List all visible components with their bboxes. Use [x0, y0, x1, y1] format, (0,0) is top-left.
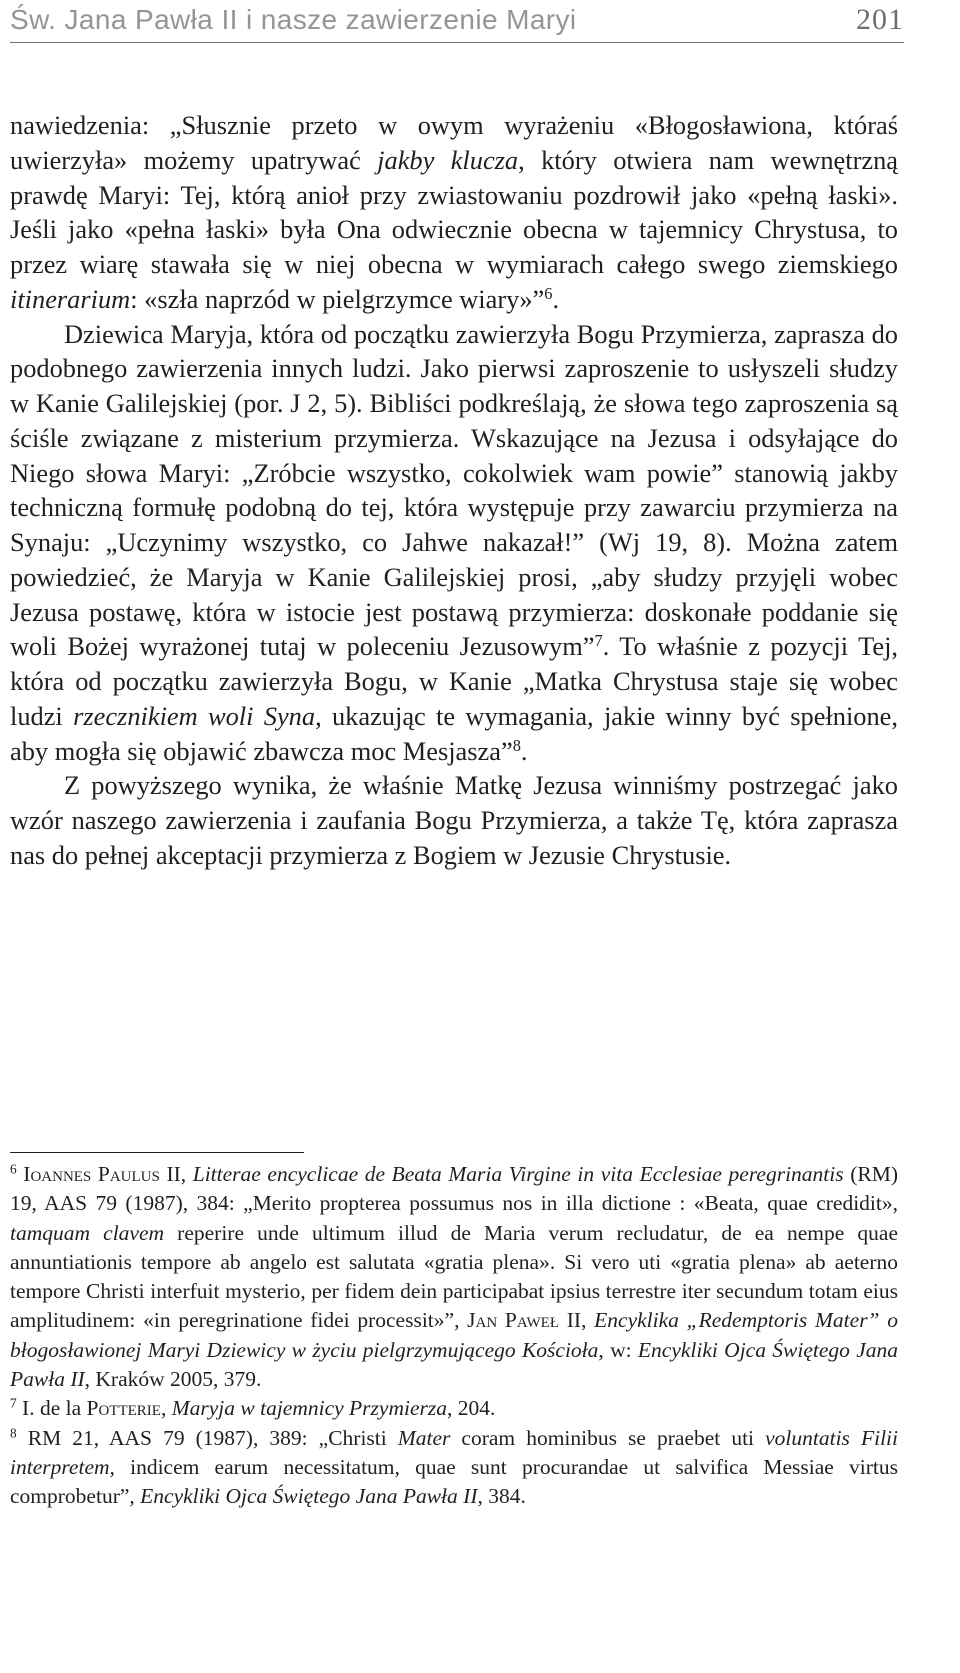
footnote-number: 6	[10, 1161, 17, 1177]
italic-run: itinerarium	[10, 283, 131, 314]
italic-run: Maryja w tajemnicy Przymierza	[171, 1396, 447, 1421]
footnote-6	[10, 1160, 898, 1394]
italic-run: Litterae encyclicae de Beata Maria Virgine in vita Ecclesiae peregrinantis	[192, 1162, 844, 1186]
italic-run: tamquam clavem	[10, 1220, 165, 1245]
text-run: II,	[559, 1308, 595, 1333]
author-name: Jan Paweł	[467, 1308, 560, 1333]
main-text	[10, 108, 898, 873]
footnote-ref-6: 6	[544, 283, 553, 303]
author-name: Potterie	[86, 1396, 161, 1421]
text-run: , ukazując te wymagania, jakie winny być spełnione, aby mogła się objawić zbawcza moc Mesjasza”	[10, 700, 898, 766]
footnote-number: 7	[10, 1396, 17, 1412]
text-run: coram hominibus se praebet uti	[450, 1425, 766, 1450]
italic-run: Mater	[397, 1425, 451, 1450]
running-title: Św. Jana Pawła II i nasze zawierzenie Maryi	[10, 4, 577, 35]
footnote-separator	[10, 1152, 304, 1153]
footnote-number: 8	[10, 1425, 17, 1441]
italic-run: jakby klucza	[377, 144, 519, 175]
italic-run: Encykliki Ojca Świętego Jana Pawła II	[140, 1484, 478, 1509]
text-run: .	[520, 735, 528, 766]
paragraph-2	[10, 317, 898, 769]
text-run: Dziewica Maryja, która od początku zawierzyła Bogu Przymierza, zaprasza do podobnego zawierzenia innych ludzi. Jako pierwsi zaproszenie to usłyszeli słudzy w Kanie Galilejskiej (por. J 2, 5). Bibliści podkreślają, że słowa tego zaproszenia są ściśle związane z misterium przymierza. Wskazujące na Jezusa i odsyłające do Niego słowa Maryi: „Zróbcie wszystko, cokolwiek wam powie” stanowią jakby techniczną formułę podobną do tej, która występuje przy zawarciu przymierza na Synaju: „Uczynimy wszystko, co Jahwe nakazał!” (Wj 19, 8). Można zatem powiedzieć, że Maryja w Kanie Galilejskiej prosi, „aby słudzy przyjęli wobec Jezusa postawę, która w istocie jest postawą przymierza: doskonałe poddanie się woli Bożej wyrażonej tutaj w poleceniu Jezusowym”	[10, 318, 898, 662]
text-run: , który otwiera nam wewnętrzną prawdę Maryi: Tej, którą anioł przy zwiastowaniu pozdrowił jako «pełną łaski». Jeśli jako «pełna łaski» była Ona odwiecznie obecna w tajemnicy Chrystusa, to przez wiarę stawała się w niej obecna w wymiarach całego swego ziemskiego	[10, 144, 899, 279]
text-run: , Kraków 2005, 379.	[84, 1367, 262, 1392]
text-run: RM 21, AAS 79 (1987), 389: „Christi	[16, 1425, 398, 1450]
text-run: ,	[160, 1396, 172, 1421]
text-run: I. de la	[16, 1396, 87, 1421]
footnote-ref-8: 8	[512, 735, 521, 755]
text-run: , w:	[598, 1337, 638, 1362]
text-run: .	[552, 283, 560, 314]
footnote-ref-7: 7	[594, 631, 603, 651]
text-run: indicem earum necessitatum, quae sunt procurandae ut salvifica Messiae virtus comprobetur”,	[10, 1454, 898, 1509]
paragraph-1	[10, 108, 898, 317]
footnote-7	[10, 1394, 898, 1423]
text-run: nawiedzenia: „Słusznie przeto w owym wyrażeniu «Błogosławiona, któraś uwierzyła» możemy upatrywać	[10, 110, 898, 175]
footnotes	[10, 1160, 898, 1512]
text-run: , 204.	[447, 1396, 496, 1421]
text-run: reperire unde ultimum illud de Maria verum recludatur, de ea nempe quae annuntiationis tempore ab angelo est salutata «gratia plena». Si vero uti «gratia plena» ab aeterno tempore Christi interfuit mysterio, per fidem dein participabat ipsius terrestre iter secundum totam eius amplitudinem: «in peregrinatione fidei processit»”,	[10, 1220, 898, 1333]
italic-run: Encyklika „Redemptoris Mater” o błogosławionej Maryi Dziewicy w życiu pielgrzymującego Kościoła	[10, 1308, 898, 1362]
footnote-8	[10, 1424, 898, 1512]
italic-run: rzecznikiem woli Syna	[73, 700, 316, 731]
text-run: : «szła naprzód w pielgrzymce wiary»”	[130, 283, 545, 314]
italic-run: Encykliki Ojca Świętego Jana Pawła II	[10, 1337, 899, 1392]
page-number: 201	[856, 3, 904, 36]
author-name: Ioannes Paulus	[23, 1162, 160, 1186]
paragraph-3: Z powyższego wynika, że właśnie Matkę Jezusa winniśmy postrzegać jako wzór naszego zawierzenia i zaufania Bogu Przymierza, a także Tę, która zaprasza nas do pełnej akceptacji przymierza z Bogiem w Jezusie Chrystusie.	[10, 770, 898, 870]
text-run: . To właśnie z pozycji Tej, która od początku zawierzyła Bogu, w Kanie „Matka Chrystusa staje się wobec ludzi	[10, 631, 898, 731]
text-run: (RM) 19, AAS 79 (1987), 384: „Merito propterea possumus nos in illa dictione : «Beata, quae credidit»,	[10, 1162, 899, 1216]
text-run: , 384.	[477, 1484, 526, 1509]
italic-run: voluntatis Filii interpretem,	[10, 1425, 898, 1479]
running-header	[10, 3, 904, 43]
text-run: II,	[159, 1162, 193, 1186]
